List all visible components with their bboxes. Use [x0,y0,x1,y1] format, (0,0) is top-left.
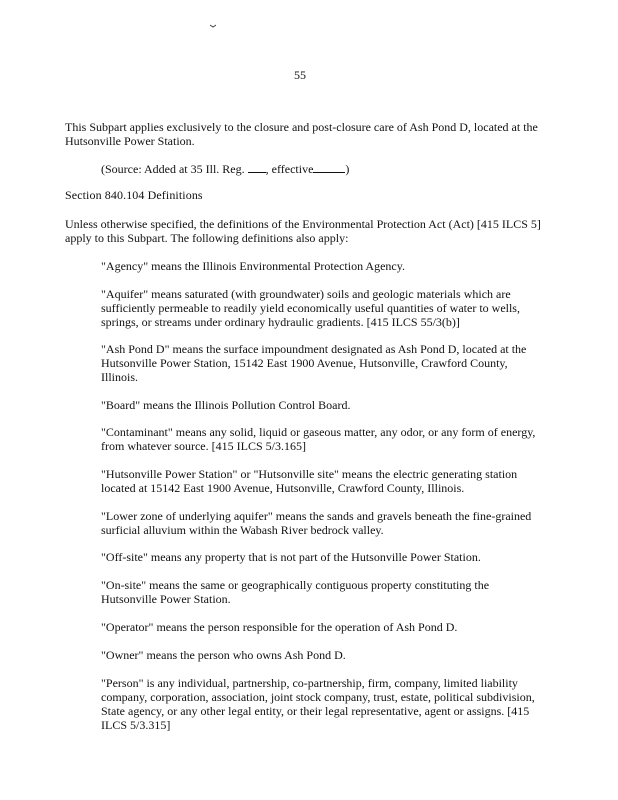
definition-person: "Person" is any individual, partnership, co-partnership, firm, company, limited liability company, corporation, association, joint stock company, trust, estate, political subdivision, State agency, or any other legal entity, or their legal representative, agent or assigns. [415 ILCS 5/3.315] [101,676,535,732]
definition-agency: "Agency" means the Illinois Environmental Protection Agency. [101,259,405,273]
effective-date-blank [313,161,345,173]
page-number: 55 [294,68,306,82]
definition-hutsonville-power-station: "Hutsonville Power Station" or "Hutsonville site" means the electric generating station located at 15142 East 1900 Avenue, Hutsonville, Crawford County, Illinois. [101,467,518,495]
section-heading: Section 840.104 Definitions [65,188,203,202]
definition-contaminant: "Contaminant" means any solid, liquid or gaseous matter, any odor, or any form of energy, from whatever source. [415 ILCS 5/3.165] [101,425,536,453]
volume-blank [248,161,266,173]
section-intro: Unless otherwise specified, the definitions of the Environmental Protection Act (Act) [415 ILCS 5] apply to this Subpart. The following definitions also apply: [65,217,541,245]
definition-board: "Board" means the Illinois Pollution Control Board. [101,398,351,412]
source-note [101,161,541,176]
definition-lower-zone: "Lower zone of underlying aquifer" means the sands and gravels beneath the fine-grained surficial alluvium within the Wabash River bedrock valley. [101,509,532,537]
definition-off-site: "Off-site" means any property that is not part of the Hutsonville Power Station. [101,550,481,564]
definition-aquifer: "Aquifer" means saturated (with groundwater) soils and geologic materials which are sufficiently permeable to readily yield economically useful quantities of water to wells, springs, or streams under ordinary hydraulic gradients. [415 ILCS 55/3(b)] [101,287,520,329]
scope-paragraph: This Subpart applies exclusively to the closure and post-closure care of Ash Pond D, located at the Hutsonville Power Station. [65,120,538,148]
definition-operator: "Operator" means the person responsible for the operation of Ash Pond D. [101,620,458,634]
source-note-suffix: ) [345,162,350,176]
definition-on-site: "On-site" means the same or geographically contiguous property constituting the Hutsonville Power Station. [101,578,490,606]
source-note-middle: , effective [265,162,314,176]
definition-ash-pond-d: "Ash Pond D" means the surface impoundment designated as Ash Pond D, located at the Hutsonville Power Station, 15142 East 1900 Avenue, Hutsonville, Crawford County, Illinois. [101,342,527,384]
source-note-prefix: (Source: Added at 35 Ill. Reg. [101,162,248,176]
scan-speck-mark [210,24,216,28]
definition-owner: "Owner" means the person who owns Ash Pond D. [101,648,346,662]
